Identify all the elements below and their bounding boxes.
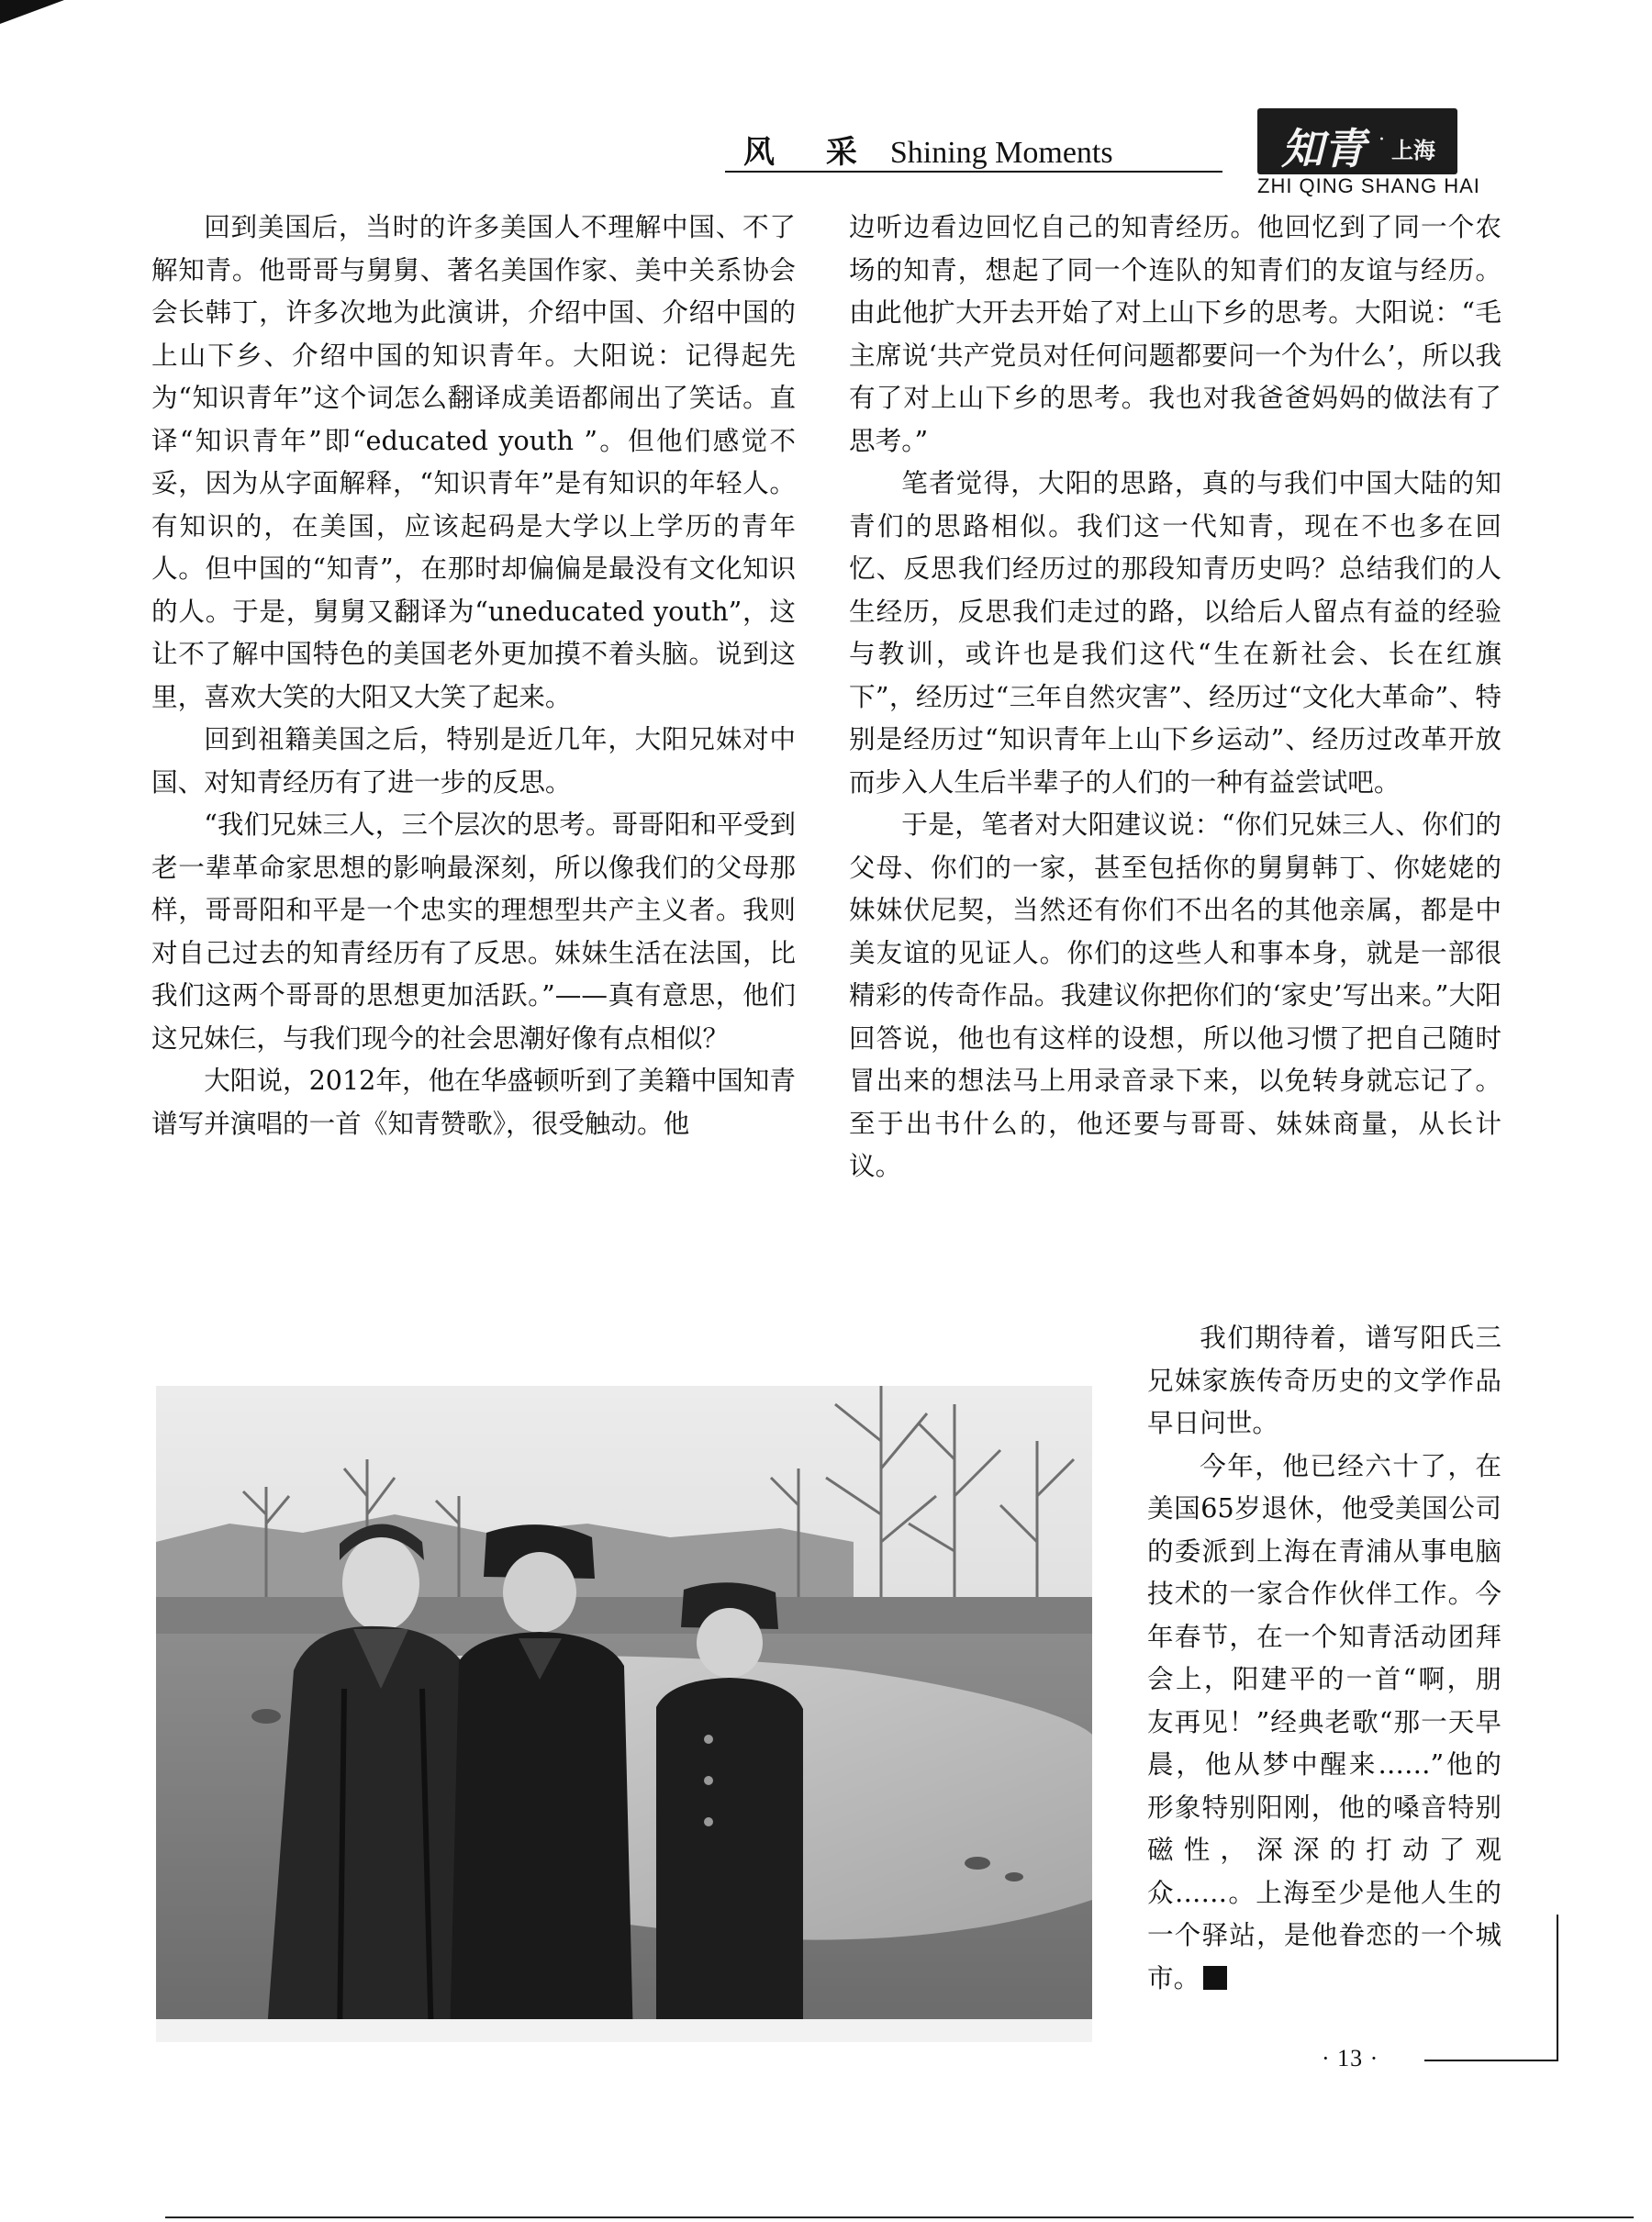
paragraph bbox=[1147, 1445, 1501, 2000]
section-title-en: Shining Moments bbox=[889, 136, 1113, 170]
closing-paragraph-text: 今年，他已经六十了，在美国65岁退休，他受美国公司的委派到上海在青浦从事电脑技术的一家合作伙伴工作。今年春节，在一个知青活动团拜会上，阳建平的一首“啊，朋友再见！”经典老歌“那一天早晨，他从梦中醒来……”他的形象特别阳刚，他的嗓音特别磁性，深深的打动了观众……。上海至少是他人生的一个驿站，是他眷恋的一个城市。 bbox=[1147, 1449, 1501, 1993]
logo-dot: · bbox=[1379, 128, 1385, 151]
paragraph: 大阳说，2012年，他在华盛顿听到了美籍中国知青谱写并演唱的一首《知青赞歌》，很受触动。他 bbox=[151, 1065, 796, 1139]
photo-three-boys bbox=[156, 1386, 1092, 2042]
paragraph: 我们期待着，谱写阳氏三兄妹家族传奇历史的文学作品早日问世。 bbox=[1147, 1322, 1501, 1438]
logo-english: ZHI QING SHANG HAI bbox=[1257, 174, 1480, 197]
left-column bbox=[151, 206, 796, 1144]
page-number: · 13 · bbox=[1322, 2045, 1379, 2071]
right-column bbox=[849, 206, 1501, 1188]
header-rule bbox=[725, 171, 1222, 173]
paragraph: 边听边看边回忆自己的知青经历。他回忆到了同一个农场的知青，想起了同一个连队的知青们的友谊与经历。由此他扩大开去开始了对上山下乡的思考。大阳说：“毛主席说‘共产党员对任何问题都要问一个为什么’，所以我有了对上山下乡的思考。我也对我爸爸妈妈的做法有了思考。” bbox=[849, 211, 1501, 456]
article-photo bbox=[156, 1386, 1092, 2042]
section-title bbox=[743, 127, 1113, 172]
paragraph: 回到美国后，当时的许多美国人不理解中国、不了解知青。他哥哥与舅舅、著名美国作家、美中关系协会会长韩丁，许多次地为此演讲，介绍中国、介绍中国的上山下乡、介绍中国的知识青年。大阳说：记得起先为“知识青年”这个词怎么翻译成美语都闹出了笑话。直译“知识青年”即“educated youth ”。但他们感觉不妥，因为从字面解释，“知识青年”是有知识的年轻人。有知识的，在美国，应该起码是大学以上学历的青年人。但中国的“知青”，在那时却偏偏是最没有文化知识的人。于是，舅舅又翻译为“uneducated youth”，这让不了解中国特色的美国老外更加摸不着头脑。说到这里，喜欢大笑的大阳又大笑了起来。 bbox=[151, 211, 796, 712]
bottom-scan-edge bbox=[165, 2216, 1634, 2218]
magazine-logo bbox=[1257, 108, 1457, 174]
paragraph: “我们兄妹三人，三个层次的思考。哥哥阳和平受到老一辈革命家思想的影响最深刻，所以像我们的父母那样，哥哥阳和平是一个忠实的理想型共产主义者。我则对自己过去的知青经历有了反思。妹妹生活在法国，比我们这两个哥哥的思想更加活跃。”——真有意思，他们这兄妹仨，与我们现今的社会思潮好像有点相似？ bbox=[151, 809, 796, 1054]
section-title-zh: 风 采 bbox=[743, 134, 877, 171]
corner-scan-mark bbox=[0, 0, 64, 24]
end-mark-icon bbox=[1203, 1966, 1227, 1990]
page-corner-rule bbox=[1557, 1915, 1558, 2061]
paragraph: 于是，笔者对大阳建议说：“你们兄妹三人、你们的父母、你们的一家，甚至包括你的舅舅韩丁、你姥姥的妹妹伏尼契，当然还有你们不出名的其他亲属，都是中美友谊的见证人。你们的这些人和事本身，就是一部很精彩的传奇作品。我建议你把你们的‘家史’写出来。”大阳回答说，他也有这样的设想，所以他习惯了把自己随时冒出来的想法马上用录音录下来，以免转身就忘记了。至于出书什么的，他还要与哥哥、妹妹商量，从长计议。 bbox=[849, 809, 1501, 1181]
narrow-column bbox=[1147, 1316, 1501, 1999]
logo-main-text: 知青 bbox=[1281, 124, 1366, 173]
page-number-rule bbox=[1424, 2060, 1557, 2061]
paragraph: 笔者觉得，大阳的思路，真的与我们中国大陆的知青们的思路相似。我们这一代知青，现在不也多在回忆、反思我们经历过的那段知青历史吗？总结我们的人生经历，反思我们走过的路，以给后人留点有益的经验与教训，或许也是我们这代“生在新社会、长在红旗下”，经历过“三年自然灾害”、经历过“文化大革命”、特别是经历过“知识青年上山下乡运动”、经历过改革开放而步入人生后半辈子的人们的一种有益尝试吧。 bbox=[849, 467, 1501, 798]
paragraph: 回到祖籍美国之后，特别是近几年，大阳兄妹对中国、对知青经历有了进一步的反思。 bbox=[151, 723, 796, 798]
logo-sub-text: 上海 bbox=[1391, 138, 1435, 163]
